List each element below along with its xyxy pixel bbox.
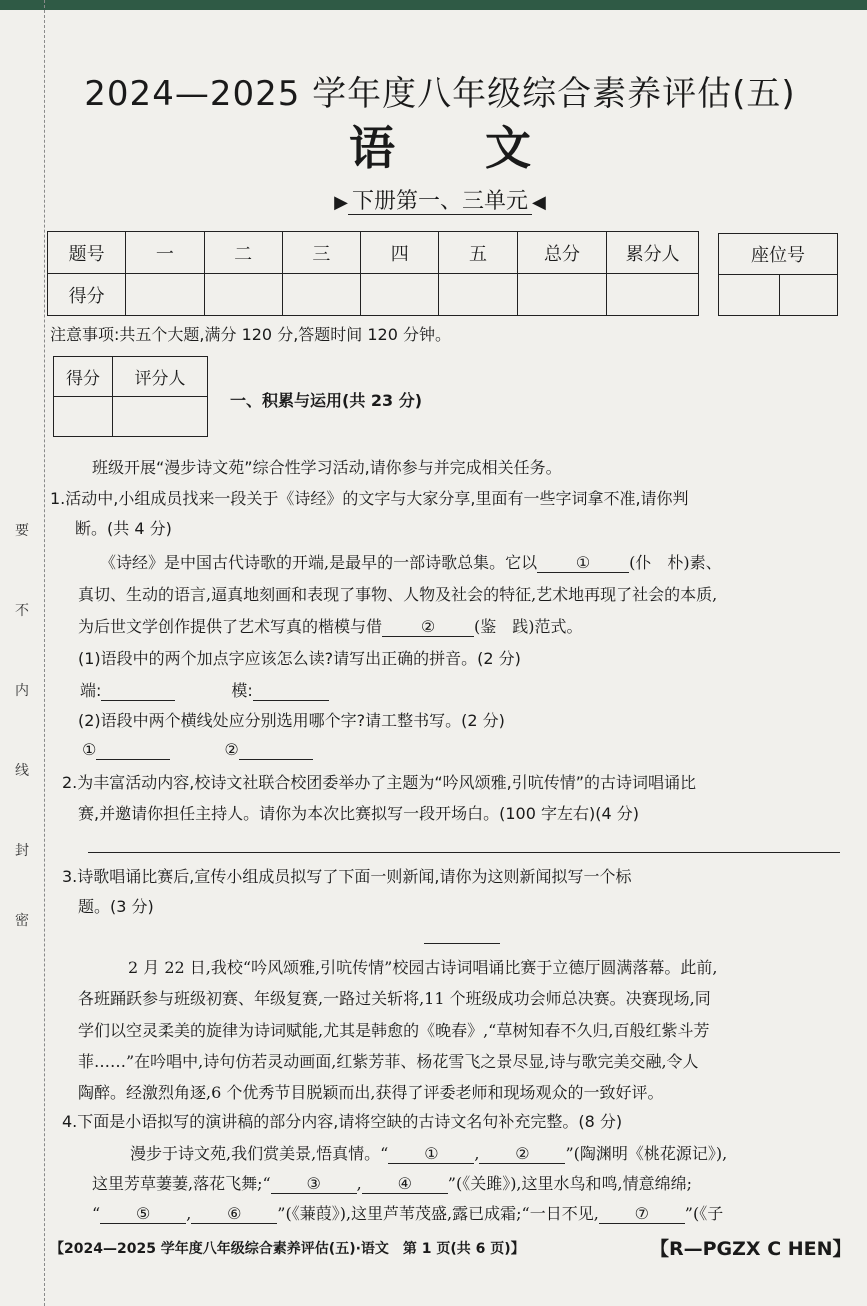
q4-line <box>92 1201 723 1224</box>
grader-entry[interactable] <box>54 397 113 437</box>
poem-blank-3[interactable]: ③ <box>271 1174 357 1194</box>
passage-text: (鉴 践)范式。 <box>474 617 583 636</box>
notice: 注意事项:共五个大题,满分 120 分,答题时间 120 分钟。 <box>50 325 451 344</box>
label-duan: 端: <box>80 681 102 700</box>
score-cell: 五 <box>439 232 517 274</box>
grader-table <box>53 356 208 437</box>
intro-text: 班级开展“漫步诗文苑”综合性学习活动,请你参与并完成相关任务。 <box>92 458 562 477</box>
page-footer: 【2024—2025 学年度八年级综合素养评估(五)·语文 第 1 页(共 6 页)】 <box>50 1241 525 1257</box>
q4-text: , <box>474 1144 480 1163</box>
subject-title: 语文 <box>349 121 621 175</box>
poem-blank-5[interactable]: ⑤ <box>100 1204 186 1224</box>
q2-answer-line[interactable] <box>88 852 840 853</box>
q4-text: 这里芳草萋萋,落花飞舞;“ <box>92 1174 271 1193</box>
pinyin-blank-mo[interactable] <box>253 681 329 701</box>
char-blank-2[interactable] <box>239 740 313 760</box>
score-cell: 四 <box>361 232 439 274</box>
q1-passage-line <box>78 614 583 637</box>
grader-entry[interactable] <box>113 397 208 437</box>
seat-entry[interactable] <box>719 275 780 316</box>
top-band <box>0 0 867 10</box>
margin-char: 线 <box>15 763 29 779</box>
unit-text: 下册第一、三单元 <box>348 189 532 215</box>
score-table <box>47 231 699 316</box>
q1-sub2: (2)语段中两个横线处应分别选用哪个字?请工整书写。(2 分) <box>78 711 505 730</box>
q1-stem-cont: 断。(共 4 分) <box>75 519 172 538</box>
grader-score-label: 得分 <box>54 357 113 397</box>
poem-blank-2[interactable]: ② <box>479 1144 565 1164</box>
unit-label <box>320 184 560 215</box>
seat-entry[interactable] <box>780 275 838 316</box>
score-entry[interactable] <box>607 274 699 316</box>
poem-blank-4[interactable]: ④ <box>362 1174 448 1194</box>
paper-code: 【R—PGZX C HEN】 <box>650 1238 852 1260</box>
passage-text: (仆 朴)素、 <box>629 553 722 572</box>
margin-char: 内 <box>15 683 29 699</box>
answer-num: ② <box>224 740 239 759</box>
q2-stem: 2.为丰富活动内容,校诗文社联合校团委举办了主题为“吟风颂雅,引吭传情”的古诗词唱诵比 <box>62 773 697 792</box>
char-blank-1[interactable] <box>96 740 170 760</box>
answer-num: ① <box>82 740 97 759</box>
q4-stem: 4.下面是小语拟写的演讲稿的部分内容,请将空缺的古诗文名句补充完整。(8 分) <box>62 1112 623 1131</box>
score-row-label: 得分 <box>48 274 126 316</box>
score-cell: 累分人 <box>607 232 699 274</box>
seat-table <box>718 233 838 316</box>
q4-text: ”(《关雎》),这里水鸟和鸣,情意绵绵; <box>447 1174 692 1193</box>
score-entry[interactable] <box>439 274 517 316</box>
grader-reviewer-label: 评分人 <box>113 357 208 397</box>
q3-stem-cont: 题。(3 分) <box>78 897 154 916</box>
score-entry[interactable] <box>126 274 204 316</box>
score-cell: 总分 <box>517 232 607 274</box>
section-title: 一、积累与运用(共 23 分) <box>230 391 423 410</box>
q4-text: , <box>356 1174 362 1193</box>
news-line: 2 月 22 日,我校“吟风颂雅,引吭传情”校园古诗词唱诵比赛于立德厅圆满落幕。此前, <box>128 958 718 977</box>
score-entry[interactable] <box>517 274 607 316</box>
score-table-score-row <box>48 274 699 316</box>
news-line: 各班踊跃参与班级初赛、年级复赛,一路过关斩将,11 个班级成功会师总决赛。决赛现场,同 <box>78 989 711 1008</box>
score-table-header-row <box>48 232 699 274</box>
margin-char: 封 <box>15 843 29 859</box>
score-cell: 二 <box>204 232 282 274</box>
q1-stem: 1.活动中,小组成员找来一段关于《诗经》的文字与大家分享,里面有一些字词拿不准,请你判 <box>50 489 689 508</box>
news-line: 学们以空灵柔美的旋律为诗词赋能,尤其是韩愈的《晚春》,“草树知春不久归,百般红紫斗芳 <box>78 1021 710 1040</box>
q4-text: ”(《蒹葭》),这里芦苇茂盛,露已成霜;“一日不见, <box>277 1204 599 1223</box>
q4-line <box>130 1141 727 1164</box>
margin-char: 不 <box>15 603 29 619</box>
seat-label: 座位号 <box>719 234 838 275</box>
q4-text: 漫步于诗文苑,我们赏美景,悟真情。“ <box>130 1144 389 1163</box>
score-entry[interactable] <box>204 274 282 316</box>
q3-stem: 3.诗歌唱诵比赛后,宣传小组成员拟写了下面一则新闻,请你为这则新闻拟写一个标 <box>62 867 632 886</box>
score-cell: 一 <box>126 232 204 274</box>
q1-passage-line <box>100 550 722 573</box>
news-line: 菲……”在吟唱中,诗句仿若灵动画面,红紫芳菲、杨花雪飞之景尽显,诗与歌完美交融,令人 <box>78 1052 699 1071</box>
exam-title: 2024—2025 学年度八年级综合素养评估(五) <box>84 74 796 114</box>
q1-sub1: (1)语段中的两个加点字应该怎么读?请写出正确的拼音。(2 分) <box>78 649 521 668</box>
q4-text: “ <box>92 1204 101 1223</box>
score-entry[interactable] <box>282 274 360 316</box>
q1-passage-line: 真切、生动的语言,逼真地刻画和表现了事物、人物及社会的特征,艺术地再现了社会的本质, <box>78 585 718 604</box>
passage-text: 为后世文学创作提供了艺术写真的楷模与借 <box>78 617 383 636</box>
q4-text: ”(《子 <box>684 1204 724 1223</box>
score-entry[interactable] <box>361 274 439 316</box>
label-mo: 模: <box>231 681 253 700</box>
headline-blank[interactable] <box>424 943 500 944</box>
char-answers <box>82 740 313 760</box>
score-cell: 题号 <box>48 232 126 274</box>
left-triangle-icon: ◀ <box>532 192 546 213</box>
fill-blank[interactable]: ① <box>537 553 629 573</box>
right-triangle-icon: ▶ <box>334 192 348 213</box>
poem-blank-6[interactable]: ⑥ <box>191 1204 277 1224</box>
q4-text: , <box>186 1204 192 1223</box>
passage-text: 《诗经》是中国古代诗歌的开端,是最早的一部诗歌总集。它以 <box>100 553 538 572</box>
binding-margin <box>0 0 45 1306</box>
fill-blank[interactable]: ② <box>382 617 474 637</box>
q4-line <box>92 1171 692 1194</box>
pinyin-blank-duan[interactable] <box>101 681 175 701</box>
poem-blank-7[interactable]: ⑦ <box>599 1204 685 1224</box>
pinyin-answers <box>80 678 329 701</box>
q4-text: ”(陶渊明《桃花源记》), <box>565 1144 728 1163</box>
news-line: 陶醉。经激烈角逐,6 个优秀节目脱颖而出,获得了评委老师和现场观众的一致好评。 <box>78 1083 664 1102</box>
margin-char: 密 <box>15 913 29 929</box>
margin-char: 要 <box>15 523 29 539</box>
score-cell: 三 <box>282 232 360 274</box>
poem-blank-1[interactable]: ① <box>388 1144 474 1164</box>
q2-stem-cont: 赛,并邀请你担任主持人。请你为本次比赛拟写一段开场白。(100 字左右)(4 分) <box>78 804 639 823</box>
